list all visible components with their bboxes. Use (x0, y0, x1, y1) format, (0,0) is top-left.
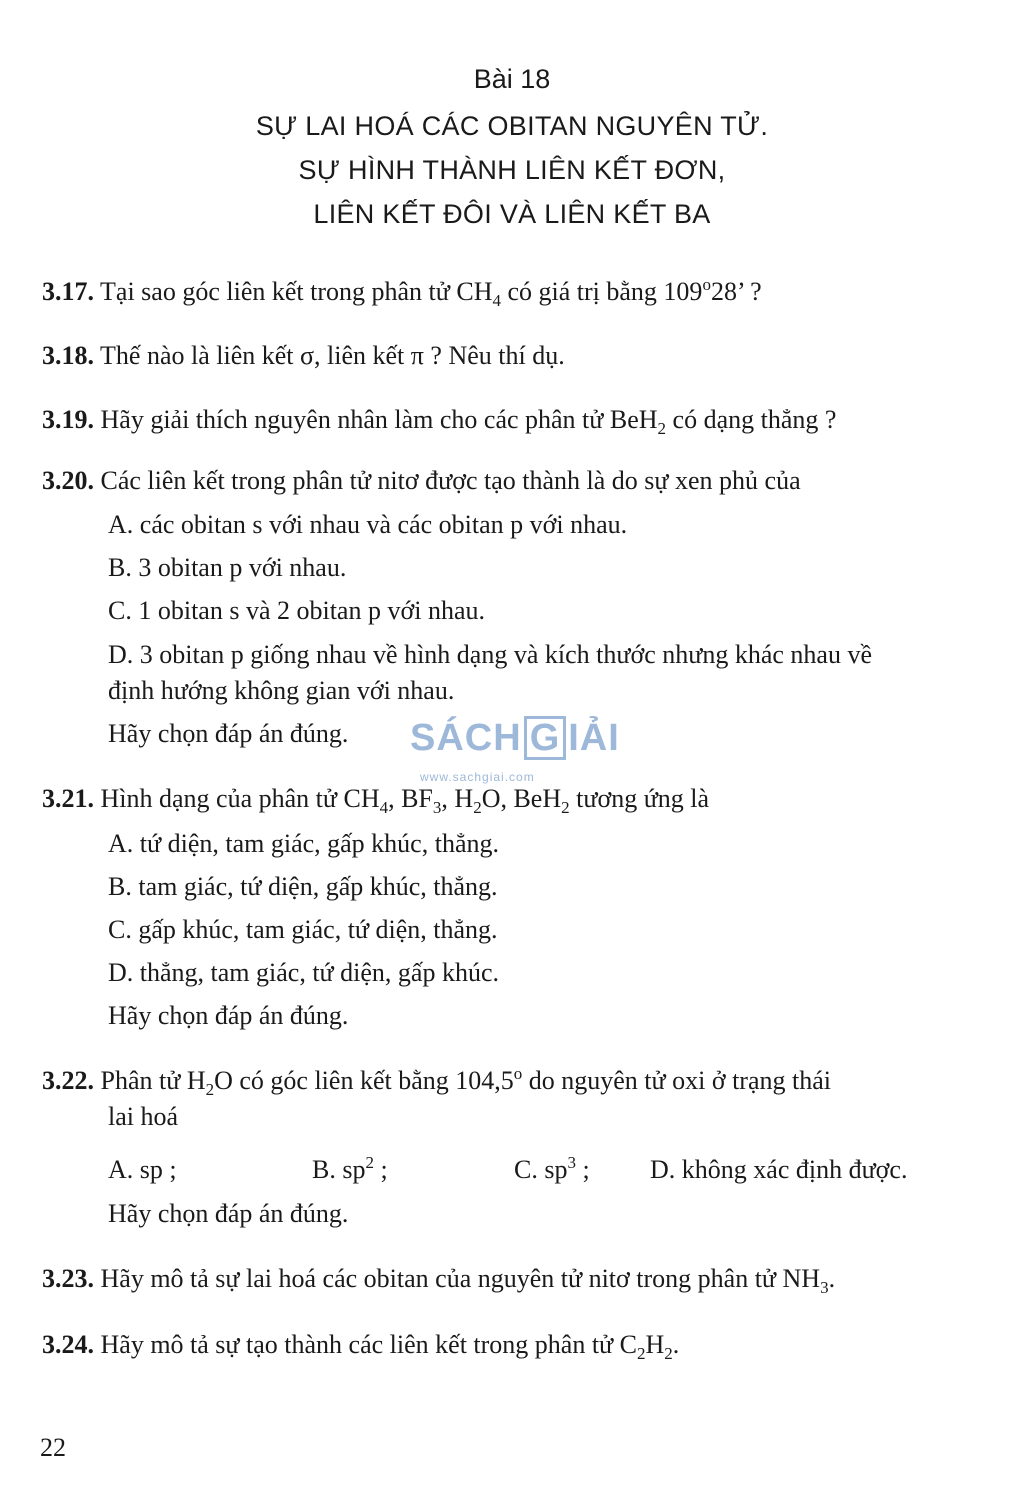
degree-superscript: o (702, 275, 711, 294)
question-number: 3.23. (42, 1264, 94, 1293)
watermark-text: IẢI (568, 717, 620, 759)
question-text: Hãy giải thích nguyên nhân làm cho các phân tử BeH (100, 405, 658, 434)
subscript: 3 (432, 798, 442, 817)
option-b: B. 3 obitan p với nhau. (108, 553, 347, 582)
question-number: 3.22. (42, 1066, 94, 1095)
option-c: C. 1 obitan s và 2 obitan p với nhau. (108, 596, 485, 625)
question-3-24 (42, 1329, 679, 1361)
option-c: C. $sp^3$ ; (514, 1153, 590, 1184)
question-text: , BF (388, 784, 433, 813)
question-text: do nguyên tử oxi ở trạng thái (522, 1066, 831, 1095)
question-text: , H (441, 784, 474, 813)
question-3-20 (42, 465, 801, 497)
options-row (108, 1153, 988, 1187)
lesson-header (0, 62, 1024, 236)
option-c: C. gấp khúc, tam giác, tứ diện, thẳng. (108, 915, 498, 944)
superscript: 2 (365, 1153, 374, 1172)
option-a: A. tứ diện, tam giác, gấp khúc, thẳng. (108, 829, 499, 858)
question-number: 3.21. (42, 784, 94, 813)
question-text: Tại sao góc liên kết trong phân tử CH (100, 277, 493, 306)
option-a: A. sp ; (108, 1155, 177, 1184)
subscript: 2 (205, 1080, 215, 1099)
lesson-title-line-1: SỰ LAI HOÁ CÁC OBITAN NGUYÊN TỬ. (255, 111, 769, 141)
option-a: A. các obitan s với nhau và các obitan p với nhau. (108, 510, 628, 539)
question-3-18 (42, 340, 565, 372)
subscript: 4 (492, 291, 501, 310)
lesson-title-line-2: SỰ HÌNH THÀNH LIÊN KẾT ĐƠN, (298, 155, 726, 185)
lesson-number: Bài 18 (473, 64, 551, 94)
question-text: có giá trị bằng 109 (500, 277, 703, 306)
question-text: O, BeH (481, 784, 562, 813)
answer-prompt: Hãy chọn đáp án đúng. (108, 719, 349, 748)
subscript: 2 (473, 798, 482, 817)
question-text: . (828, 1264, 836, 1293)
option-b: B. tam giác, tứ diện, gấp khúc, thẳng. (108, 872, 498, 901)
question-text: Thế nào là liên kết σ, liên kết π ? Nêu thí dụ. (100, 341, 565, 370)
question-number: 3.20. (42, 466, 94, 495)
question-text: Hình dạng của phân tử CH (100, 784, 380, 813)
option-d: D. không xác định được. (650, 1155, 908, 1184)
subscript: 2 (657, 419, 667, 438)
option-d: D. 3 obitan p giống nhau về hình dạng và kích thước nhưng khác nhau về (108, 640, 872, 669)
lesson-title-line-3: LIÊN KẾT ĐÔI VÀ LIÊN KẾT BA (313, 199, 711, 229)
question-text: Hãy mô tả sự lai hoá các obitan của nguyên tử nitơ trong phân tử NH (100, 1264, 821, 1293)
sachgiai-watermark (410, 716, 620, 796)
question-3-22-continued: lai hoá (108, 1102, 179, 1131)
option-b: B. $sp^2$ ; (312, 1153, 388, 1184)
degree-superscript: o (513, 1064, 523, 1083)
question-3-22 (42, 1065, 831, 1097)
question-3-17 (42, 276, 762, 308)
question-text: . (672, 1330, 680, 1359)
question-text: có dạng thẳng ? (666, 405, 837, 434)
question-text: 28’ ? (710, 277, 762, 306)
question-3-23 (42, 1263, 835, 1295)
answer-prompt: Hãy chọn đáp án đúng. (108, 1001, 349, 1030)
subscript: 2 (664, 1344, 673, 1363)
answer-prompt: Hãy chọn đáp án đúng. (108, 1199, 349, 1228)
question-text: Phân tử H (94, 1066, 206, 1095)
question-number: 3.18. (42, 341, 94, 370)
question-number: 3.17. (42, 277, 94, 306)
subscript: 3 (820, 1278, 829, 1297)
question-number: 3.19. (42, 405, 94, 434)
question-text: O có góc liên kết bằng 104,5 (214, 1066, 514, 1095)
option-d-continued: định hướng không gian với nhau. (108, 676, 455, 705)
subscript: 4 (379, 798, 389, 817)
question-3-19 (42, 404, 836, 436)
option-d: D. thẳng, tam giác, tứ diện, gấp khúc. (108, 958, 499, 987)
question-text: Các liên kết trong phân tử nitơ được tạo thành là do sự xen phủ của (100, 466, 801, 495)
watermark-boxed-letter: G (524, 716, 567, 760)
watermark-text: SÁCH (410, 717, 522, 759)
question-text: tương ứng là (569, 784, 710, 813)
watermark-logo (410, 716, 620, 760)
page-number: 22 (40, 1433, 66, 1462)
question-number: 3.24. (42, 1330, 94, 1359)
watermark-url: www.sachgiai.com (420, 770, 535, 784)
subscript: 2 (561, 798, 570, 817)
question-text: Hãy mô tả sự tạo thành các liên kết trong phân tử C (100, 1330, 637, 1359)
subscript: 2 (637, 1344, 646, 1363)
superscript: 3 (567, 1153, 576, 1172)
question-text: H (645, 1330, 665, 1359)
